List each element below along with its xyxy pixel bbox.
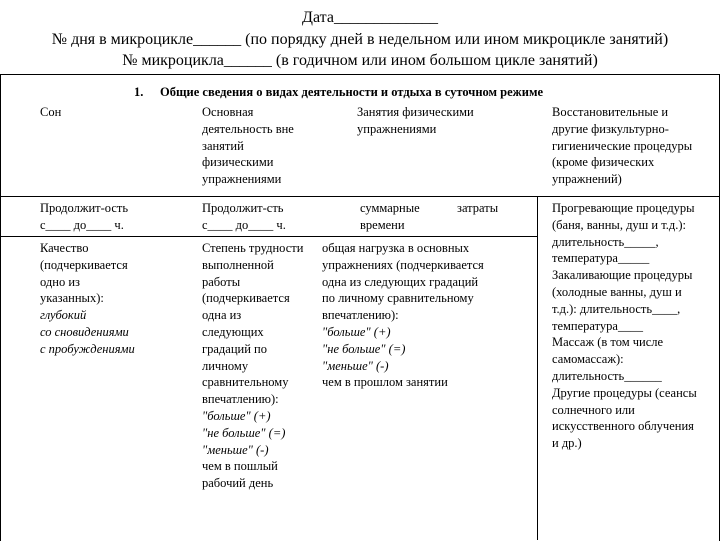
text-line: сравнительному [202,375,289,390]
header-row-divider [0,196,720,197]
load-option-more: "больше" (+) [322,324,391,339]
text-line: указанных): [40,291,104,306]
text-line: упражнений) [552,172,622,187]
text-line: Степень трудности [202,241,304,255]
text-line: длительность______ [552,368,662,383]
text-line: впечатлению): [322,308,399,323]
text-line: градаций по [202,341,267,356]
difficulty-option-less: "меньше" (-) [202,442,269,457]
text-line: работы [202,274,241,289]
text-line: личному [202,358,249,373]
recovery-procedures-cell [552,200,697,452]
text-line: деятельность вне [202,121,294,136]
text-line: гигиенические процедуры [552,138,693,153]
load-option-less: "меньше" (-) [322,358,389,373]
load-option-not-more: "не больше" (=) [322,341,406,356]
text-line: выполненной [202,257,274,272]
text-line: Закаливающие процедуры [552,268,693,283]
sleep-option-deep: глубокий [40,308,87,323]
cycle-number-line: № микроцикла______ (в годичном или ином большом цикле занятий) [122,52,598,69]
total-time-word-3: времени [360,218,405,232]
text-line: одна из следующих градаций [322,274,479,289]
text-line: Массаж (в том числе [552,335,664,350]
text-line: искусственного облучения [552,419,694,434]
total-time-word-1: суммарные [360,201,420,215]
text-line: длительность_____, [552,234,659,249]
duration-row-divider [0,236,537,237]
activity-duration-cell [202,200,286,234]
text-line: (подчеркивается [202,291,290,306]
text-line: температура_____ [552,251,650,266]
text-line: занятий [202,138,244,153]
text-line: Качество [40,241,89,255]
text-line: следующих [202,324,264,339]
main-activity-column-header [202,104,294,188]
text-line: самомассаж): [552,352,624,367]
text-line: физическими [202,155,274,170]
sleep-column-header: Сон [40,105,62,119]
text-line: Основная [202,105,254,119]
difficulty-option-not-more: "не больше" (=) [202,425,286,440]
text-line: с____ до____ ч. [40,217,124,232]
text-line: и др.) [552,436,582,451]
sleep-option-dreams: со сновидениями [40,324,129,339]
text-line: чем в пошлый [202,459,278,474]
text-line: Прогревающие процедуры [552,201,695,215]
day-number-line: № дня в микроцикле______ (по порядку дней в недельном или ином микроцикле занятий) [51,31,669,48]
text-line: Продолжит-сть [202,201,284,215]
sleep-quality-cell [40,240,135,358]
recovery-column-divider [537,196,538,540]
text-line: с____ до____ ч. [202,217,286,232]
text-line: упражнениях (подчеркивается [322,257,484,272]
text-line: т.д.): длительность____, [552,301,681,316]
text-line: по личному сравнительному [322,291,474,306]
text-line: одно из [40,274,80,289]
text-line: другие физкультурно- [552,121,669,136]
sleep-option-awakenings: с пробуждениями [40,341,135,356]
text-line: одна из [202,308,242,323]
total-time-word-2: затраты [457,201,499,215]
work-difficulty-cell [202,240,303,492]
section-number: 1. [134,85,144,99]
text-line: впечатлению): [202,392,279,407]
text-line: Занятия физическими [357,105,474,119]
difficulty-option-more: "больше" (+) [202,408,271,423]
text-line: Продолжит-ость [40,201,129,215]
text-line: Другие процедуры (сеансы [552,385,697,400]
text-line: (баня, ванны, душ и т.д.): [552,217,687,232]
section-title: Общие сведения о видах деятельности и отдыха в суточном режиме [160,85,544,99]
text-line: общая нагрузка в основных [322,241,470,255]
text-line: (подчеркивается [40,257,128,272]
text-line: рабочий день [202,476,274,491]
text-line: температура____ [552,318,643,333]
training-load-cell [322,240,484,391]
text-line: Восстановительные и [552,105,669,119]
exercise-column-header [357,104,474,138]
text-line: (холодные ванны, душ и [552,284,682,299]
recovery-column-header [552,104,692,188]
text-line: солнечного или [552,402,635,417]
text-line: чем в прошлом занятии [322,375,448,390]
text-line: упражнениями [202,172,282,187]
sleep-duration-cell [40,200,128,234]
text-line: (кроме физических [552,155,655,170]
text-line: упражнениями [357,121,437,136]
date-line: Дата_____________ [302,9,438,26]
